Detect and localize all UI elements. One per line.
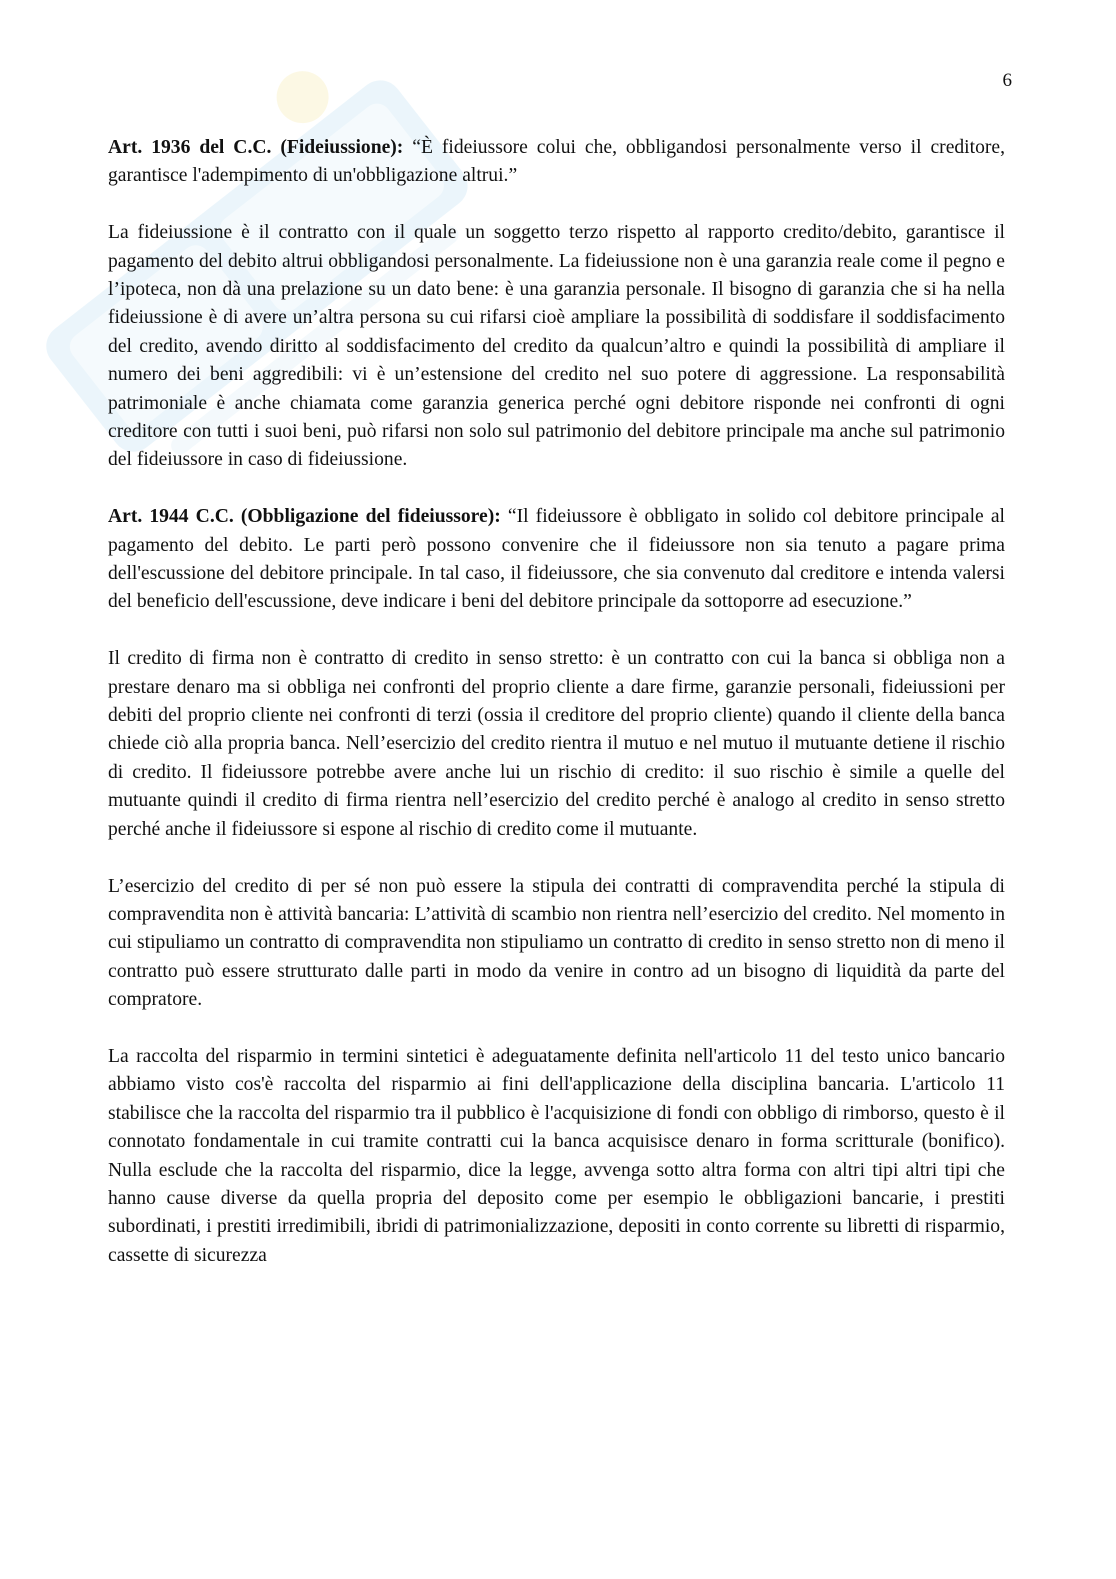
paragraph-text: La fideiussione è il contratto con il quale un soggetto terzo rispetto al rapporto credito/debito, garantisce il pagamento del debito altrui obbligandosi personalmente. La fideiussione non è una garanzia reale come il pegno e l’ipoteca, non dà una prelazione su un dato bene: è una garanzia personale. Il bisogno di garanzia che si ha nella fideiussione è di avere un’altra persona su cui rifarsi cioè ampliare la possibilità di soddisfare il soddisfacimento del credito, avendo diritto al soddisfacimento del credito da qualcun’altro e quindi la possibilità di ampliare il numero dei beni aggredibili: vi è un’estensione del credito nel suo potere di aggressione. La responsabilità patrimoniale è anche chiamata come garanzia generica perché ogni debitore risponde nei confronti di ogni creditore con tutti i suoi beni, può rifarsi non solo sul patrimonio del debitore principale ma anche sul patrimonio del fideiussore in caso di fideiussione.: [108, 222, 1005, 471]
article-quote: “Il fideiussore è obbligato in solido col debitore principale al pagamento del debito. Le parti però possono convenire che il fideiussore non sia tenuto a pagare prima dell'escussione del debitore principale. In tal caso, il fideiussore, che sia convenuto dal creditore e intenda valersi del beneficio dell'escussione, deve indicare i beni del debitore principale da sottoporre ad esecuzione.”: [108, 506, 1005, 613]
article-heading: Art. 1936 del C.C. (Fideiussione):: [108, 137, 404, 158]
paragraph-art-1936: [108, 134, 1005, 191]
paragraph-credito-di-firma: [108, 645, 1005, 844]
paragraph-esercizio-del-credito: [108, 873, 1005, 1015]
paragraph-raccolta-del-risparmio: [108, 1043, 1005, 1270]
article-heading: Art. 1944 C.C. (Obbligazione del fideiussore):: [108, 506, 501, 528]
document-body: [108, 134, 1005, 1299]
paragraph-text: La raccolta del risparmio in termini sintetici è adeguatamente definita nell'articolo 11 del testo unico bancario abbiamo visto cos'è raccolta del risparmio ai fini dell'applicazione della disciplina bancaria. L'articolo 11 stabilisce che la raccolta del risparmio tra il pubblico è l'acquisizione di fondi con obbligo di rimborso, questo è il connotato fondamentale in cui tramite contratti cui la banca acquisisce denaro in forma scritturale (bonifico). Nulla esclude che la raccolta del risparmio, dice la legge, avvenga sotto altra forma con altri tipi altri tipi che hanno cause diverse da quella propria del deposito come per esempio le obbligazioni bancarie, i prestiti subordinati, i prestiti irredimibili, ibridi di patrimonializzazione, depositi in conto corrente su libretti di risparmio, cassette di sicurezza: [108, 1045, 1005, 1266]
paragraph-art-1944: [108, 503, 1005, 617]
article-quote: “È fideiussore colui che, obbligandosi personalmente verso il creditore, garantisce l'adempimento di un'obbligazione altrui.”: [108, 137, 1005, 187]
paragraph-text: L’esercizio del credito di per sé non può essere la stipula dei contratti di compravendita perché la stipula di compravendita non è attività bancaria: L’attività di scambio non rientra nell’esercizio del credito. Nel momento in cui stipuliamo un contratto di compravendita non stipuliamo un contratto di credito in senso stretto non di meno il contratto può essere strutturato dalle parti in modo da venire in contro ad un bisogno di liquidità da parte del compratore.: [108, 875, 1005, 1011]
page-number: 6: [1002, 70, 1012, 91]
paragraph-text: Il credito di firma non è contratto di credito in senso stretto: è un contratto con cui la banca si obbliga non a prestare denaro ma si obbliga nei confronti del proprio cliente a dare firme, garanzie personali, fideiussioni per debiti del proprio cliente nei confronti di terzi (ossia il creditore del proprio cliente) quando il cliente della banca chiede ciò alla propria banca. Nell’esercizio del credito rientra il mutuo e nel mutuo il mutuante detiene il rischio di credito. Il fideiussore potrebbe avere anche lui un rischio di credito: il suo rischio è simile a quelle del mutuante quindi il credito di firma rientra nell’esercizio del credito perché è analogo al credito in senso stretto perché anche il fideiussore si espone al rischio di credito come il mutuante.: [108, 648, 1005, 840]
paragraph-fideiussione: [108, 219, 1005, 475]
